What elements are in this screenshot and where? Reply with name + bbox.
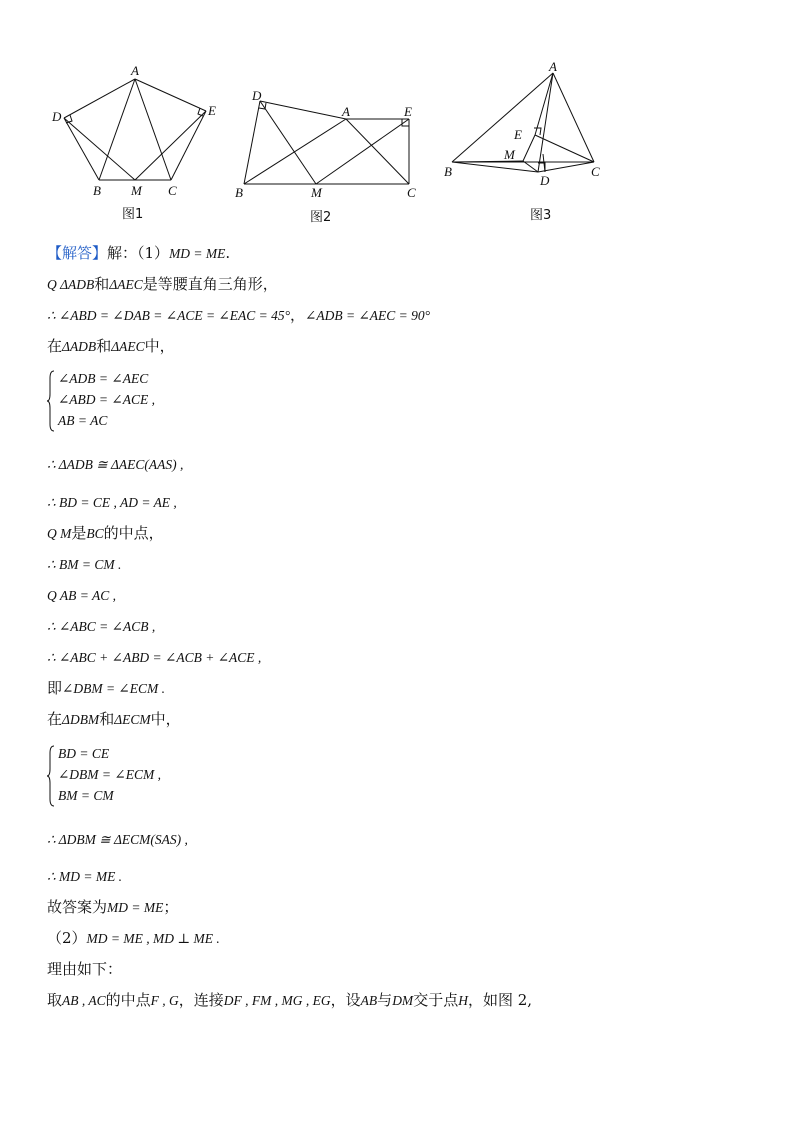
fig1-label-m: M bbox=[131, 183, 142, 198]
text: 是等腰直角三角形， bbox=[142, 275, 278, 293]
text: 与 bbox=[377, 991, 393, 1009]
text: 交于点 bbox=[413, 991, 459, 1009]
figure-2 bbox=[230, 80, 430, 210]
text: ，如图 2, bbox=[467, 991, 533, 1009]
fig3-label-c: C bbox=[591, 164, 600, 179]
fig2-label-d: D bbox=[252, 88, 262, 103]
solution-line-12 bbox=[47, 678, 165, 699]
expr: ∠ADB = ∠AEC = 90° bbox=[305, 308, 431, 323]
expr: ∴ BD = CE , AD = AE , bbox=[47, 495, 177, 510]
figure-2-diagram bbox=[230, 80, 430, 210]
text: 和 bbox=[96, 337, 112, 355]
expr: MD = ME , MD ⊥ ME . bbox=[86, 931, 220, 946]
text: 的中点 bbox=[105, 991, 151, 1009]
solution-line-2 bbox=[47, 274, 278, 295]
expr: ∠DBM = ∠ECM . bbox=[62, 681, 165, 696]
text: 故答案为 bbox=[47, 898, 108, 916]
fig2-label-c: C bbox=[407, 185, 416, 200]
expr: ΔAEC bbox=[109, 277, 143, 292]
solution-line-8 bbox=[47, 554, 121, 575]
solution-line-6 bbox=[47, 492, 177, 513]
solution-line-10 bbox=[47, 616, 155, 637]
expr: MD = ME bbox=[169, 246, 226, 261]
figure-1-diagram bbox=[40, 58, 230, 208]
text: 在 bbox=[47, 710, 63, 728]
expr: Q ΔADB bbox=[47, 277, 95, 292]
solution-line-14 bbox=[47, 829, 188, 850]
text: 和 bbox=[99, 710, 115, 728]
system-row: ∠ADB = ∠AEC bbox=[58, 371, 149, 386]
text: 在 bbox=[47, 337, 63, 355]
expr: ∴ ΔDBM ≅ ΔECM(SAS) , bbox=[47, 832, 188, 847]
solution-line-16 bbox=[47, 897, 178, 918]
part2-label: （2） bbox=[47, 929, 87, 947]
expr: ΔAEC bbox=[111, 339, 145, 354]
fig1-label-e: E bbox=[208, 103, 216, 118]
fig3-label-e: E bbox=[514, 127, 522, 142]
solution-heading: 【解答】 bbox=[47, 244, 108, 262]
solution-line-13 bbox=[47, 709, 181, 730]
figure-3 bbox=[438, 56, 613, 196]
text: ，设 bbox=[330, 991, 361, 1009]
solution-line-9 bbox=[47, 585, 116, 606]
punct: . bbox=[225, 244, 231, 262]
fig2-label-a: A bbox=[342, 104, 350, 119]
system-row: AB = AC bbox=[58, 413, 108, 428]
fig1-label-a: A bbox=[131, 63, 139, 78]
fig2-label-b: B bbox=[235, 185, 243, 200]
solution-line-3 bbox=[47, 305, 430, 326]
fig2-label-e: E bbox=[404, 104, 412, 119]
fig3-label-d: D bbox=[540, 173, 550, 188]
solution-line-1 bbox=[47, 243, 230, 264]
text: 的中点， bbox=[103, 524, 164, 542]
text: 是 bbox=[71, 524, 87, 542]
expr: BC bbox=[86, 526, 104, 541]
punct: ， bbox=[290, 306, 306, 324]
expr: ΔECM bbox=[114, 712, 151, 727]
expr: F , G bbox=[150, 993, 179, 1008]
expr: ΔADB bbox=[62, 339, 97, 354]
figure-1-caption: 图1 bbox=[122, 207, 144, 222]
text: 取 bbox=[47, 991, 63, 1009]
solution-line-4 bbox=[47, 336, 175, 357]
expr: ∴ MD = ME . bbox=[47, 869, 123, 884]
solution-line-15 bbox=[47, 866, 122, 887]
fig2-label-m: M bbox=[311, 185, 322, 200]
text: 即 bbox=[47, 679, 63, 697]
part1-label: 解：（1） bbox=[107, 244, 170, 262]
expr: Q M bbox=[47, 526, 72, 541]
text: 中， bbox=[144, 337, 175, 355]
expr: DM bbox=[392, 993, 414, 1008]
fig3-label-b: B bbox=[444, 164, 452, 179]
fig3-label-a: A bbox=[549, 59, 557, 74]
system-row: ∠ABD = ∠ACE , bbox=[58, 392, 155, 407]
punct: ； bbox=[163, 898, 179, 916]
expr: H bbox=[458, 993, 468, 1008]
expr: ∴ ∠ABD = ∠DAB = ∠ACE = ∠EAC = 45° bbox=[47, 308, 291, 323]
expr: ∴ ∠ABC = ∠ACB , bbox=[47, 619, 156, 634]
expr: ∴ ΔADB ≅ ΔAEC(AAS) , bbox=[47, 457, 184, 472]
equation-system-2 bbox=[46, 743, 161, 806]
fig1-label-b: B bbox=[93, 183, 101, 198]
text: 中， bbox=[150, 710, 181, 728]
expr: Q AB = AC , bbox=[47, 588, 116, 603]
solution-line-7 bbox=[47, 523, 164, 544]
text: ，连接 bbox=[178, 991, 224, 1009]
figure-1 bbox=[40, 58, 230, 208]
figure-3-diagram bbox=[438, 56, 613, 196]
expr: AB , AC bbox=[62, 993, 106, 1008]
fig1-label-d: D bbox=[52, 109, 62, 124]
equation-system-1 bbox=[46, 368, 155, 431]
figure-3-caption: 图3 bbox=[530, 208, 552, 223]
system-row: BM = CM bbox=[58, 788, 114, 803]
solution-line-5 bbox=[47, 454, 183, 475]
solution-line-19 bbox=[47, 990, 532, 1011]
expr: ΔDBM bbox=[62, 712, 100, 727]
expr: AB bbox=[360, 993, 378, 1008]
expr: MD = ME bbox=[107, 900, 164, 915]
figure-2-caption: 图2 bbox=[310, 210, 332, 225]
text: 理由如下： bbox=[47, 960, 123, 978]
solution-line-18 bbox=[47, 959, 122, 979]
fig3-label-m: M bbox=[504, 147, 515, 162]
solution-line-17 bbox=[47, 928, 220, 949]
solution-line-11 bbox=[47, 647, 261, 668]
system-row: BD = CE bbox=[58, 746, 110, 761]
text: 和 bbox=[94, 275, 110, 293]
expr: ∴ ∠ABC + ∠ABD = ∠ACB + ∠ACE , bbox=[47, 650, 262, 665]
system-row: ∠DBM = ∠ECM , bbox=[58, 767, 161, 782]
expr: ∴ BM = CM . bbox=[47, 557, 122, 572]
expr: DF , FM , MG , EG bbox=[223, 993, 331, 1008]
fig1-label-c: C bbox=[168, 183, 177, 198]
